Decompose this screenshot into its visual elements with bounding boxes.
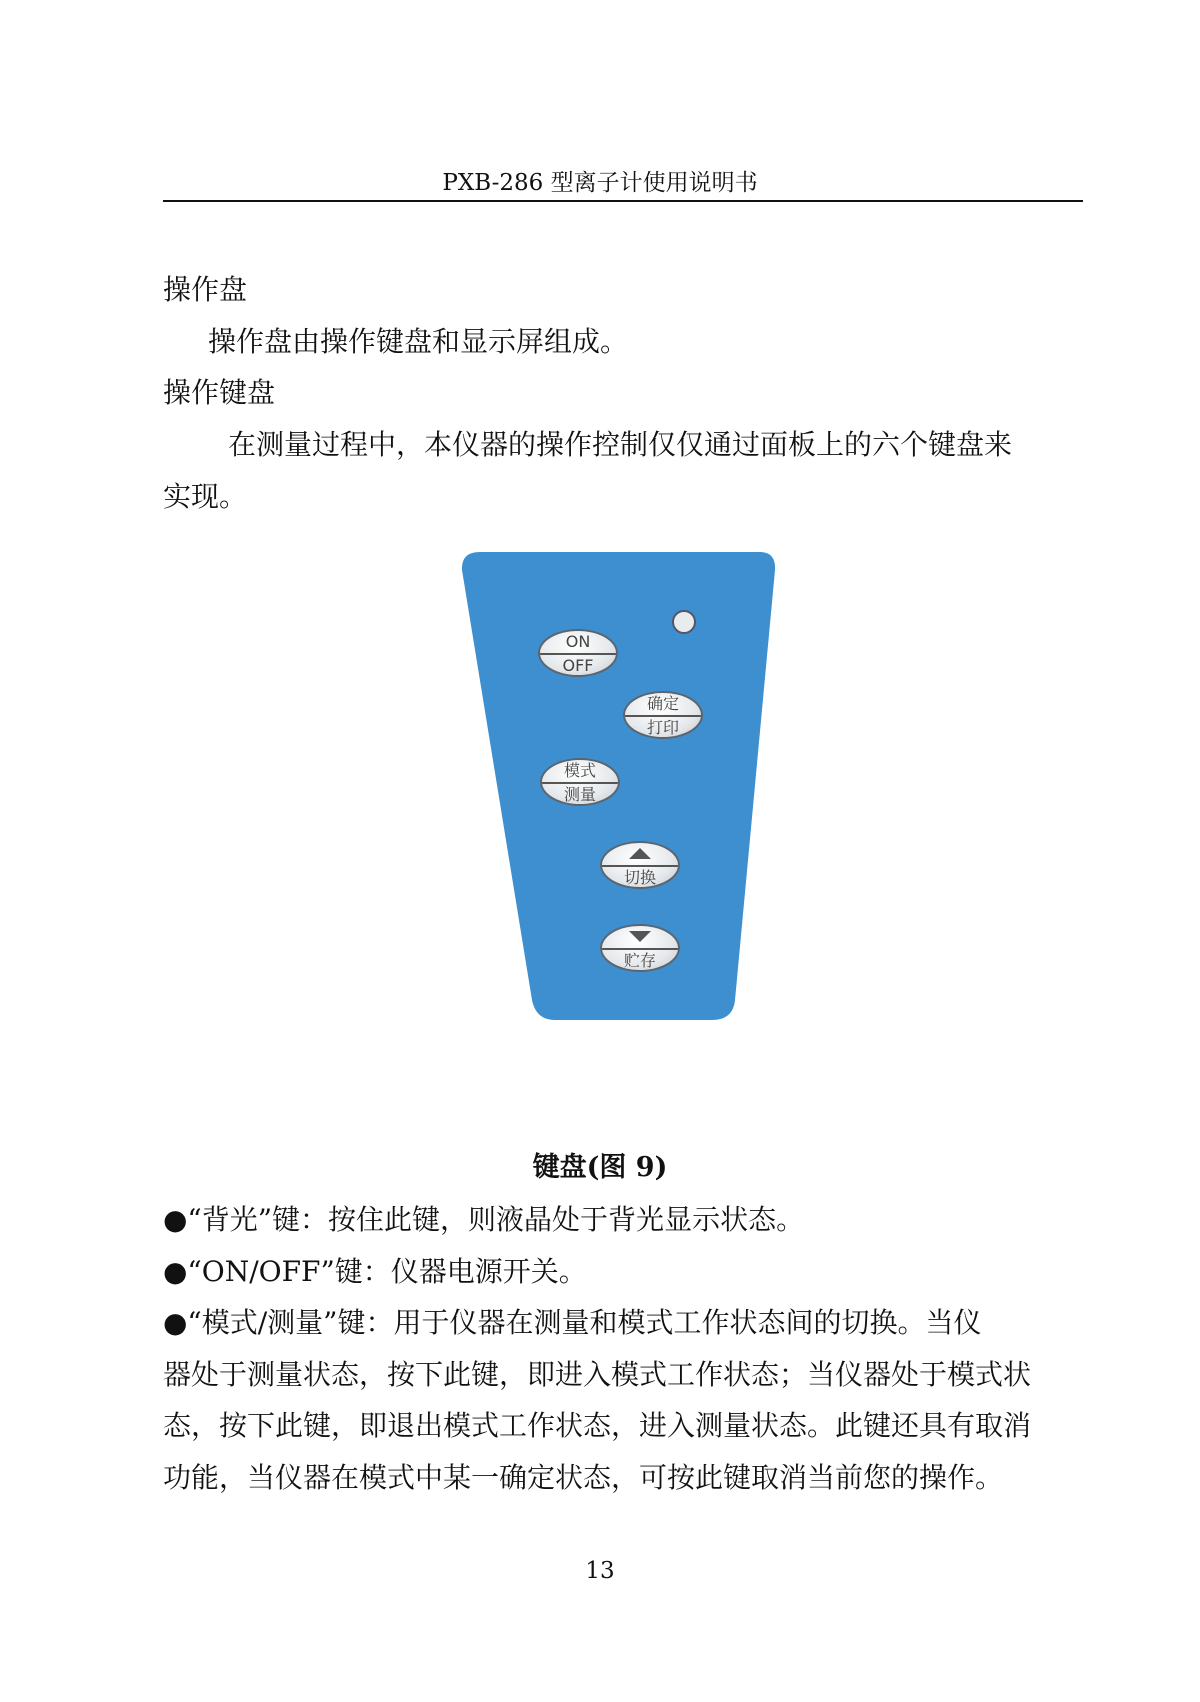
- paragraph: 实现。: [163, 480, 248, 513]
- key-label: 模式: [542, 760, 618, 784]
- key-label: ON: [540, 631, 616, 655]
- paragraph: 器处于测量状态，按下此键，即进入模式工作状态；当仪器处于模式状: [163, 1358, 1032, 1391]
- key-label: 确定: [625, 693, 701, 717]
- down-arrow-icon: [629, 931, 651, 942]
- on-off-key[interactable]: [538, 629, 618, 677]
- paragraph: 功能，当仪器在模式中某一确定状态，可按此键取消当前您的操作。: [163, 1461, 1004, 1494]
- up-switch-key[interactable]: [600, 841, 680, 889]
- backlight-led-button[interactable]: [672, 610, 696, 634]
- bullet-item: ●“背光”键：按住此键，则液晶处于背光显示状态。: [163, 1203, 805, 1236]
- paragraph: 操作盘由操作键盘和显示屏组成。: [208, 325, 629, 358]
- key-label: OFF: [562, 656, 594, 675]
- figure-caption: 键盘(图 9): [532, 1152, 668, 1183]
- down-store-key[interactable]: [600, 924, 680, 972]
- page-number: 13: [585, 1558, 615, 1584]
- section-heading: 操作盘: [163, 273, 248, 306]
- section-heading: 操作键盘: [163, 376, 276, 409]
- bullet-item: ●“ON/OFF”键：仪器电源开关。: [163, 1255, 587, 1288]
- key-label: 测量: [563, 785, 596, 804]
- up-arrow-icon: [629, 848, 651, 859]
- mode-measure-key[interactable]: [540, 758, 620, 806]
- key-label: 贮存: [623, 951, 656, 970]
- key-label: 打印: [646, 718, 679, 737]
- paragraph: 在测量过程中，本仪器的操作控制仅仅通过面板上的六个键盘来: [228, 428, 1013, 461]
- key-label: 切换: [623, 868, 656, 887]
- confirm-print-key[interactable]: [623, 691, 703, 739]
- page-header: PXB-286 型离子计使用说明书: [442, 170, 758, 196]
- bullet-item: ●“模式/测量”键：用于仪器在测量和模式工作状态间的切换。当仪: [163, 1306, 982, 1339]
- paragraph: 态，按下此键，即退出模式工作状态，进入测量状态。此键还具有取消: [163, 1409, 1032, 1442]
